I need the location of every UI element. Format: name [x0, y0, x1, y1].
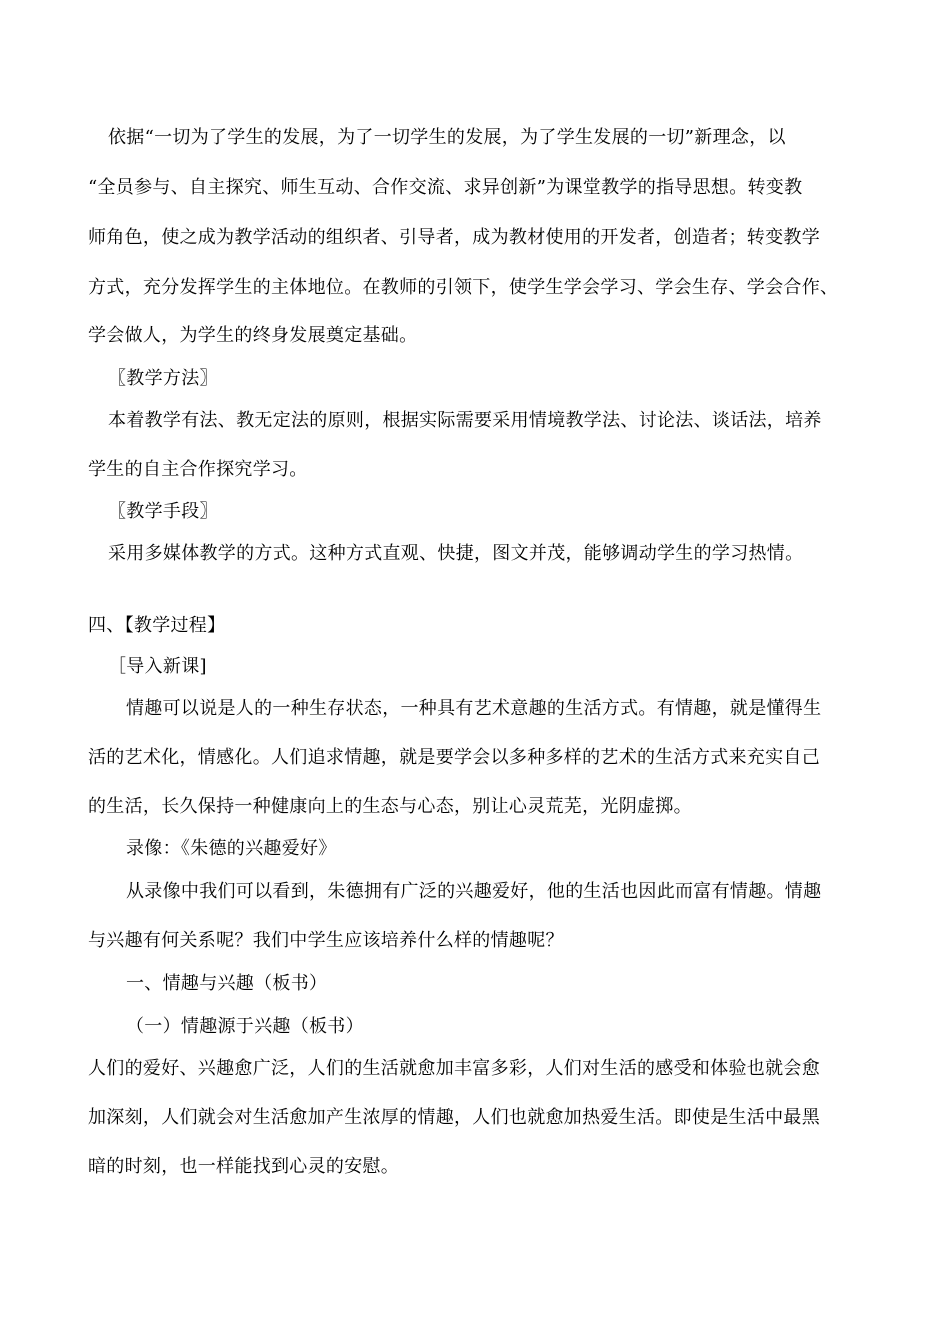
video-title: 录像：《朱德的兴趣爱好》	[126, 838, 337, 859]
board-heading-one-sub: （一）情趣源于兴趣（板书）	[126, 1016, 364, 1037]
section-heading-method: 〖教学方法〗	[108, 368, 218, 389]
paragraph-line: 人们的爱好、兴趣愈广泛，人们的生活就愈加丰富多彩，人们对生活的感受和体验也就会愈	[88, 1058, 820, 1079]
subsection-heading-intro: ［导入新课]	[108, 656, 207, 677]
paragraph-line: 暗的时刻，也一样能找到心灵的安慰。	[88, 1156, 400, 1177]
section-heading-means: 〖教学手段〗	[108, 501, 218, 522]
paragraph-line: 从录像中我们可以看到，朱德拥有广泛的兴趣爱好，他的生活也因此而富有情趣。情趣	[126, 881, 822, 902]
paragraph-line: 与兴趣有何关系呢？我们中学生应该培养什么样的情趣呢？	[88, 930, 564, 951]
paragraph-line: 的生活，长久保持一种健康向上的生态与心态，别让心灵荒芜，光阴虚掷。	[88, 796, 692, 817]
board-heading-one: 一、情趣与兴趣（板书）	[126, 973, 328, 994]
paragraph-line: 学会做人，为学生的终身发展奠定基础。	[88, 325, 418, 346]
paragraph-line: 本着教学有法、教无定法的原则，根据实际需要采用情境教学法、讨论法、谈话法，培养	[108, 410, 822, 431]
paragraph-line: 师角色，使之成为教学活动的组织者、引导者，成为教材使用的开发者，创造者；转变教学	[88, 227, 820, 248]
paragraph-line: 方式，充分发挥学生的主体地位。在教师的引领下，使学生学会学习、学会生存、学会合作、	[88, 277, 839, 298]
paragraph-line: 依据“一切为了学生的发展，为了一切学生的发展，为了学生发展的一切”新理念，以	[108, 127, 786, 148]
paragraph-line: 采用多媒体教学的方式。这种方式直观、快捷，图文并茂，能够调动学生的学习热情。	[108, 543, 804, 564]
paragraph-line: 活的艺术化，情感化。人们追求情趣，就是要学会以多种多样的艺术的生活方式来充实自己	[88, 747, 820, 768]
paragraph-line: 加深刻，人们就会对生活愈加产生浓厚的情趣，人们也就愈加热爱生活。即使是生活中最黑	[88, 1107, 820, 1128]
section-heading-four: 四、【教学过程】	[88, 615, 226, 636]
paragraph-line: “全员参与、自主探究、师生互动、合作交流、求异创新”为课堂教学的指导思想。转变教	[88, 177, 803, 198]
paragraph-line: 情趣可以说是人的一种生存状态，一种具有艺术意趣的生活方式。有情趣，就是懂得生	[126, 698, 822, 719]
paragraph-line: 学生的自主合作探究学习。	[88, 459, 308, 480]
